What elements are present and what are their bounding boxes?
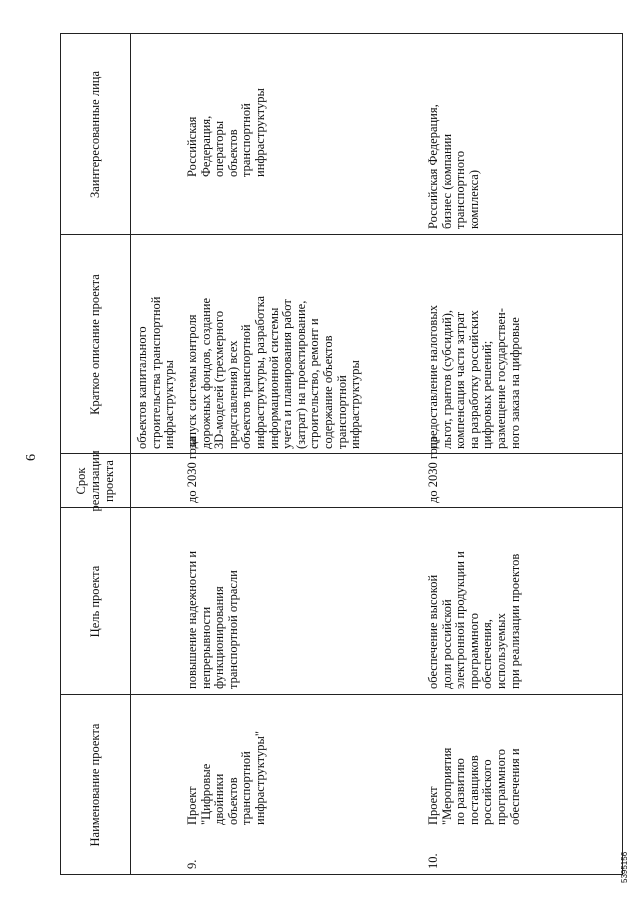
projects-table bbox=[60, 33, 623, 875]
row10-term: до 2030 года bbox=[426, 436, 440, 503]
row9-name: Проект "Цифровые двойники объектов транспортной инфраструктуры" bbox=[185, 731, 267, 825]
row10-name: Проект "Мероприятия по развитию поставщиков российского программного обеспечения и bbox=[426, 747, 522, 825]
row9-stakeholders: Российская Федерация, операторы объектов транспортной инфраструктуры bbox=[185, 88, 267, 177]
row10-num: 10. bbox=[426, 853, 440, 869]
cont-desc: объектов капитального строительства транспортной инфраструктуры bbox=[135, 296, 177, 449]
row10-stakeholders: Российская Федерация, бизнес (компании транспортного комплекса) bbox=[426, 104, 481, 229]
header-name: Наименование проекта bbox=[88, 723, 102, 847]
header-goal: Цель проекта bbox=[88, 565, 102, 638]
row9-goal: повышение надежности и непрерывности функционирования транспортной отрасли bbox=[185, 550, 240, 689]
header-stakeholders: Заинтересованные лица bbox=[88, 71, 102, 199]
row10-goal: обеспечение высокой доли российской электронной продукции и программного обеспечения, используемых при реализации проектов bbox=[426, 551, 522, 689]
row9-desc: запуск системы контроля дорожных фондов, создание 3D-моделей (трехмерного представления) всех объектов транспортной инфраструктуры, разработка информационной системы учета и планирования работ (затрат) на проектирование, строительство, ремонт и содержание объектов транспортной инфраструктуры bbox=[185, 295, 363, 449]
document-code: 5395156 bbox=[620, 851, 629, 883]
row9-term: до 2030 года bbox=[185, 436, 199, 503]
page-number: 6 bbox=[24, 454, 39, 461]
header-desc: Краткое описание проекта bbox=[88, 274, 102, 415]
row9-num: 9. bbox=[185, 859, 199, 869]
row10-desc: предоставление налоговых льгот, грантов (субсидий), компенсация части затрат на разработку российских цифровых решений; размещение государствен- ного заказа на цифровые bbox=[426, 305, 522, 449]
header-term: Срок реализации проекта bbox=[74, 450, 116, 512]
